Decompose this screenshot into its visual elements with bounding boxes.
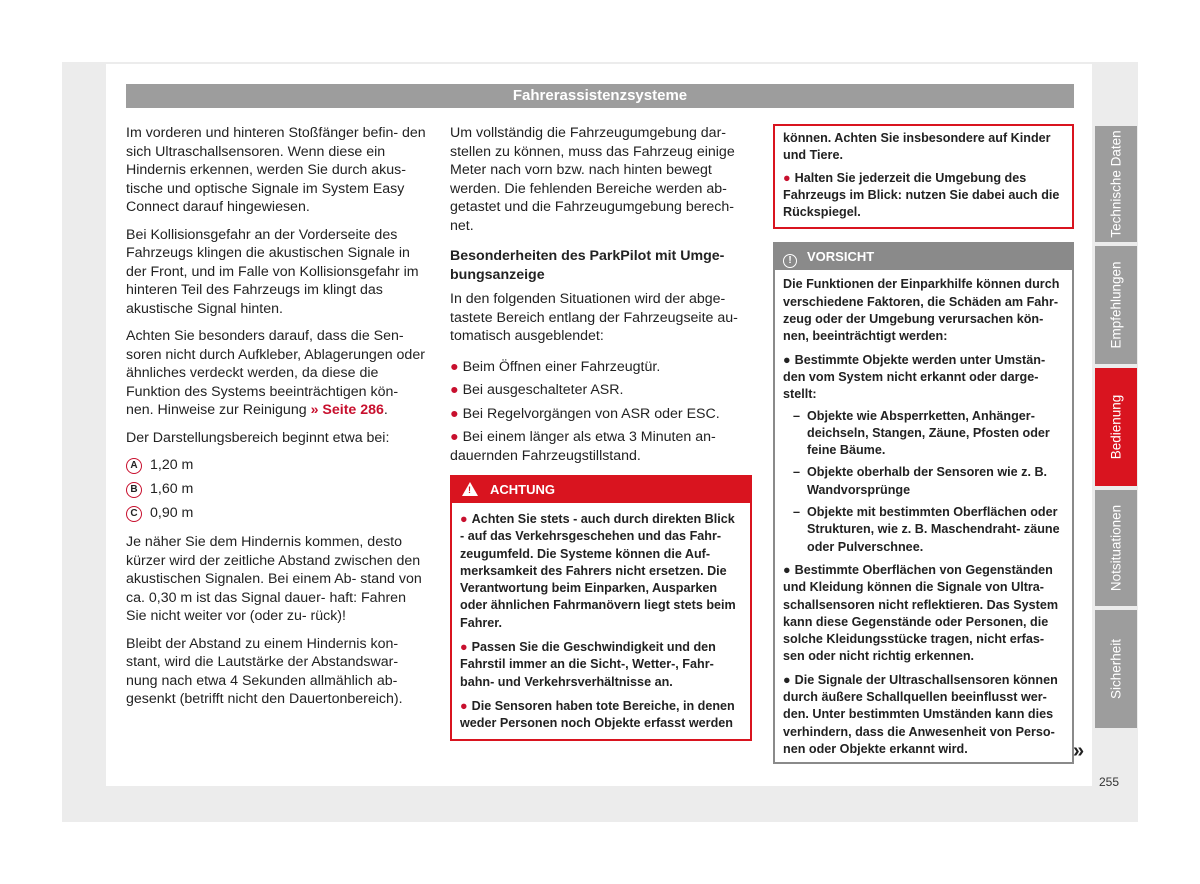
warning-continued-box xyxy=(773,124,1074,229)
paragraph: In den folgenden Situationen wird der abge- tastete Bereich entlang der Fahrzeugseite au- tomatisch ausgeblendet: xyxy=(450,291,738,344)
warning-title: ACHTUNG xyxy=(490,482,555,497)
warning-item-text: Die Sensoren haben tote Bereiche, in denen weder Personen noch Objekte erfasst werden xyxy=(460,698,735,731)
dash-icon: – xyxy=(793,408,801,423)
warning-body xyxy=(452,503,750,739)
caution-item-text: Bestimmte Oberflächen von Gegenständen und Kleidung können die Signale von Ultra- schallsensoren nicht reflektieren. Das System kann diese Gegenstände oder Personen, die solche Kleidungsstücke tragen, nicht erfas- sen oder nicht richtig erkennen. xyxy=(783,562,1059,664)
tab-label: Notsituationen xyxy=(1108,504,1124,592)
warning-item xyxy=(783,170,1064,222)
page-reference-link[interactable]: » Seite 286 xyxy=(310,402,384,418)
list-item-text: Bei Regelvorgängen von ASR oder ESC. xyxy=(462,405,720,422)
list-item-text: Bei einem länger als etwa 3 Minuten an- dauernden Fahrzeugstillstand. xyxy=(450,429,716,464)
warning-item xyxy=(460,511,742,632)
caution-item xyxy=(783,352,1064,404)
bullet-icon: ● xyxy=(783,562,791,577)
caution-subitem xyxy=(783,464,1064,499)
list-item xyxy=(126,480,426,499)
paragraph: Der Darstellungsbereich beginnt etwa bei: xyxy=(126,429,390,446)
warning-triangle-icon: ! xyxy=(462,482,478,496)
tab-notsituationen[interactable] xyxy=(1095,490,1137,606)
bullet-icon: ● xyxy=(450,429,459,445)
bullet-icon: ● xyxy=(460,512,468,526)
warning-item-text: Achten Sie stets - auch durch direkten Blick - auf das Verkehrsgeschehen und das Fahr- zeugumfeld. Die Systeme können die Auf- merksamkeit des Fahrers nicht ersetzen. Die Verantwortung beim Einparken, Ausparken oder ähnlichen Fahrmanövern liegt stets beim Fahrer. xyxy=(460,512,736,630)
marker-b-icon: B xyxy=(126,482,142,498)
bullet-icon: ● xyxy=(460,698,468,713)
tab-label: Sicherheit xyxy=(1108,638,1124,700)
caution-subitem-text: Objekte mit bestimmten Oberflächen oder Strukturen, wie z. B. Maschendraht- zäune oder Pulverschnee. xyxy=(807,505,1060,554)
distance-value: 0,90 m xyxy=(150,505,194,522)
page-number: 255 xyxy=(1098,775,1120,789)
marker-c-icon: C xyxy=(126,506,142,522)
dash-icon: – xyxy=(793,465,801,480)
column-1 xyxy=(126,124,426,718)
caution-title: VORSICHT xyxy=(807,249,875,265)
tab-label: Technische Daten xyxy=(1108,130,1124,238)
warning-item xyxy=(460,639,742,691)
warning-header xyxy=(452,477,750,503)
tab-empfehlungen[interactable] xyxy=(1095,246,1137,364)
continue-arrow-icon: » xyxy=(1073,740,1085,762)
exclamation-circle-icon: ! xyxy=(783,254,797,268)
caution-item-text: Die Signale der Ultraschallsensoren können durch äußere Schallquellen beeinflusst wer- den. Unter bestimmten Umständen kann dies verhindern, dass die Anwesenheit von Perso- nen oder Objekte erkannt wird. xyxy=(783,672,1058,756)
situation-list xyxy=(450,358,752,466)
marker-a-icon: A xyxy=(126,458,142,474)
caution-subitem xyxy=(783,504,1064,556)
warning-item-text: Halten Sie jederzeit die Umgebung des Fahrzeugs im Blick: nutzen Sie dabei auch die Rückspiegel. xyxy=(783,170,1060,220)
distance-list xyxy=(126,456,426,523)
caution-item-text: Bestimmte Objekte werden unter Umstän- den vom System nicht erkannt oder darge- stellt: xyxy=(783,352,1046,402)
list-item xyxy=(450,358,752,377)
bullet-icon: ● xyxy=(460,640,468,655)
caution-subitem-text: Objekte wie Absperrketten, Anhänger- deichseln, Stangen, Zäune, Pfosten oder feine Bäume. xyxy=(807,408,1050,458)
tab-bedienung[interactable] xyxy=(1095,368,1137,486)
warning-box xyxy=(450,475,752,741)
list-item xyxy=(126,504,426,523)
bullet-icon: ● xyxy=(783,672,791,687)
bullet-icon: ● xyxy=(450,405,459,422)
column-2 xyxy=(450,124,752,741)
bullet-icon: ● xyxy=(450,382,459,398)
caution-subitem-text: Objekte oberhalb der Sensoren wie z. B. Wandvorsprünge xyxy=(807,465,1048,497)
section-header: Fahrerassistenzsysteme xyxy=(126,84,1074,108)
paragraph: Bei Kollisionsgefahr an der Vorderseite des Fahrzeugs klingen die akustischen Signale in der Front, und im Falle von Kollisionsgefahr im hinteren Teil des Fahrzeugs im klingt das akustische Signal hinten. xyxy=(126,226,419,317)
distance-value: 1,20 m xyxy=(150,457,194,474)
caution-box xyxy=(773,242,1074,764)
list-item-text: Beim Öffnen einer Fahrzeugtür. xyxy=(462,358,661,375)
caution-item xyxy=(783,562,1064,666)
tab-sicherheit[interactable] xyxy=(1095,610,1137,728)
paragraph: Um vollständig die Fahrzeugumgebung dar- stellen zu können, muss das Fahrzeug einige Meter nach vorn bzw. nach hinten bewegt werden. Die fehlenden Bereiche werden ab- getastet und die Fahrzeugumgebung berech- net. xyxy=(450,125,735,234)
warning-item-continued: können. Achten Sie insbesondere auf Kinder und Tiere. xyxy=(783,131,1051,163)
caution-item xyxy=(783,672,1064,758)
caution-body xyxy=(775,270,1072,762)
list-item xyxy=(450,381,752,400)
caution-subitem xyxy=(783,408,1064,460)
caution-header xyxy=(775,244,1072,270)
paragraph-text: Achten Sie besonders darauf, dass die Sen- soren nicht durch Aufkleber, Ablagerungen oder ähnliches verdeckt werden, da diese die Funktion des Systems beeinträchtigen kön- nen. Hinweise zur Reinigung xyxy=(126,328,425,418)
warning-item xyxy=(460,698,742,733)
bullet-icon: ● xyxy=(450,358,459,375)
list-item xyxy=(126,456,426,475)
list-item-text: Bei ausgeschalteter ASR. xyxy=(462,382,624,398)
dash-icon: – xyxy=(793,505,801,520)
list-item xyxy=(450,428,752,465)
tab-label: Bedienung xyxy=(1108,394,1124,460)
list-item xyxy=(450,405,752,424)
column-3 xyxy=(773,124,1074,764)
caution-intro: Die Funktionen der Einparkhilfe können durch verschiedene Faktoren, die Schäden am Fahr- zeug oder der Umgebung verursachen kön- nen, beeinträchtigt werden: xyxy=(783,277,1060,344)
bullet-icon: ● xyxy=(783,170,791,185)
paragraph: Je näher Sie dem Hindernis kommen, desto kürzer wird der zeitliche Abstand zwischen den akustischen Signalen. Bei einem Ab- stand von ca. 0,30 m ist das Signal dauer- haft: Fahren Sie nicht weiter vor (oder zu- rück)! xyxy=(126,534,422,624)
paragraph xyxy=(126,327,426,420)
subheading: Besonderheiten des ParkPilot mit Umge- bungsanzeige xyxy=(450,248,725,283)
tab-technische-daten[interactable] xyxy=(1095,126,1137,242)
bullet-icon: ● xyxy=(783,352,791,367)
paragraph: Im vorderen und hinteren Stoßfänger befin- den sich Ultraschallsensoren. Wenn diese ein Hindernis erkennen, werden Sie durch akus- tische und optische Signale im System Easy Connect darauf hingewiesen. xyxy=(126,125,426,215)
paragraph: Bleibt der Abstand zu einem Hindernis kon- stant, wird die Lautstärke der Abstandswar- nung nach etwa 4 Sekunden allmählich ab- gesenkt (betrifft nicht den Dauertonbereich). xyxy=(126,635,403,707)
warning-item-text: Passen Sie die Geschwindigkeit und den Fahrstil immer an die Sicht-, Wetter-, Fahr- bahn- und Verkehrsverhältnisse an. xyxy=(460,640,716,689)
paragraph-end: . xyxy=(383,402,388,418)
distance-value: 1,60 m xyxy=(150,481,194,498)
tab-label: Empfehlungen xyxy=(1108,261,1124,349)
